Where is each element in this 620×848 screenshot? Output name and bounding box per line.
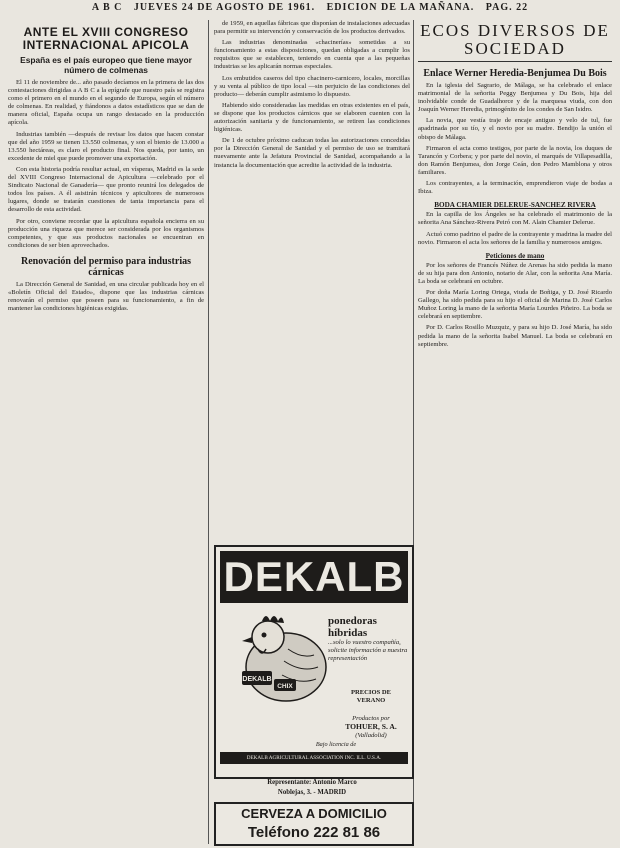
cerveza-title: CERVEZA A DOMICILIO [241,806,387,821]
dekalb-advertisement [214,545,414,779]
headline-peticiones: Peticiones de mano [485,251,545,260]
article-paragraph: De 1 de octubre próximo caducan todas las autorizaciones concedidas por la Dirección General de Sanidad y el permiso de uso se tramitará nuevamente ante la Jefatura Provincial de Sanidad, acompañando a la instancia la documentación que acredite la actividad de la industria. [214,137,410,169]
article-paragraph: El 11 de noviembre de... año pasado decíamos en la primera de las dos contestaciones dirigidas a A B C a la epígrafe que nuestro país se registra como el primero en el mundo en el segundo de Europa, según el número de colmenas. En realidad, y fiándonos a datos estadísticos que se dan de manera oficial, España ocupa un rango destacado en la producción apícola. [8,79,204,127]
article-paragraph: Por los señores de Francés Núñez de Arenas ha sido pedida la mano de su hija para don Antonio, notario de Alar, con la señorita Ana María. La boda se celebrará en octubre. [418,261,612,285]
header-page: PAG. 22 [485,2,529,13]
section-title-ecos: ECOS DIVERSOS DE SOCIEDAD [418,22,612,62]
cerveza-advertisement [214,802,414,846]
tagline-big: ponedoras híbridas [328,615,377,639]
hen-illustration [228,609,333,707]
headline-boda: BODA CHAMIER DELERUE-SANCHEZ RIVERA [434,201,596,210]
column-1 [8,20,204,846]
headline-enlace: Enlace Werner Heredia-Benjumea Du Bois [423,68,607,79]
article-paragraph: Los contrayentes, a la terminación, emprendieron viaje de bodas a Ibiza. [418,180,612,196]
article-paragraph: Con esta historia podría resultar actual, en vísperas, Madrid es la sede del XVIII Congreso Internacional de Apicultura —celebrado por el Sindicato Nacional de Ganadería— que pronto reunirá los delegados de todos los países. A él asistirán técnicos y apicultores de numerosos lugares, donde se tratarán cuestiones de tanta importancia para el desarrollo de esta actividad. [8,165,204,214]
article-paragraph: Actuó como padrino el padre de la contrayente y madrina la madre del novio. Firmaron el acta los señores de la familia y numerosos amigos. [418,230,612,246]
price-label: PRECIOS DE VERANO [350,689,392,704]
paper-name: A B C [91,2,123,13]
dekalb-logo: DEKALB [220,551,408,603]
dekalb-tagline [328,615,408,663]
article-paragraph: de 1959, en aquellas fábricas que disponían de instalaciones adecuadas para permitir su intervención y conservación de los productos derivados. [214,20,410,36]
producer-name: TOHUER, S. A. [345,722,397,731]
article-paragraph: Habiendo sido consideradas las medidas en otras existentes en el país, se dispone que los productos cárnicos que se elaboren cuenten con la autorización sanitaria y de funcionamiento, se retiren las condiciones higiénicas. [214,101,410,134]
producer-label: Productos por [352,715,390,722]
article-paragraph: Las industrias denominadas «chacinerías» sometidas a su funcionamiento a estas disposiciones, quedan obligadas a cumplir los requisitos que se establecen, teniendo en cuenta que a las pequeñas industrias se les aplicarán normas especiales. [214,39,410,71]
headline-congreso: ANTE EL XVIII CONGRESO INTERNACIONAL APICOLA [22,25,190,52]
subhead-colmenas: España es el país europeo que tiene mayor número de colmenas [20,55,192,75]
license-bar: DEKALB AGRICULTURAL ASSOCIATION INC. ILL. U.S.A. [220,752,408,764]
article-paragraph: En la iglesia del Sagrario, de Málaga, se ha celebrado el enlace matrimonial de la señorita Peggy Benjumea y Du Bois, hija del inolvidable conde de Guadalhorce y de la marquesa viuda, con don Joaquín Werner Heredia, primogénito de los condes de San Isidro. [418,82,612,114]
header-edition: EDICION DE LA MAÑANA. [326,2,475,13]
article-paragraph: Los embutidos caseros del tipo chacinero-carnicero, locales, morcillas y su venta al público de tipo local —sin perjuicio de las condiciones del producto— deberán cumplir asimismo lo dispuesto. [214,74,410,98]
page-header [0,2,620,18]
representative-line: Representante: Antonio Marco [267,779,357,786]
article-paragraph: Industrias también —después de revisar los datos que hacen constar que del año 1959 se tienen 13.550 colmenas, y son el bienio de 13.000 a 13.550 hectáreas, es claro el producto final. Nos queda, por tanto, un excedente de miel que puede promover una exportación. [8,130,204,162]
column-divider [208,20,209,844]
header-date: JUEVES 24 DE AGOSTO DE 1961. [133,2,316,13]
article-paragraph: Por otro, conviene recordar que la apicultura española encierra en su producción una riqueza que merece ser considerada por los organismos competentes, y que sus productos nacionales se encuentran en condiciones de ser bien aprovechados. [8,217,204,249]
column-3 [418,20,612,846]
article-paragraph: Por D. Carlos Rosillo Muzquiz, y para su hijo D. José María, ha sido pedida la mano de la señorita Isabel Manuel. La boda se celebrará en septiembre. [418,324,612,348]
representative-info [214,778,410,800]
cerveza-phone: Teléfono 222 81 86 [247,824,381,841]
article-paragraph: Firmaron el acta como testigos, por parte de la novia, los duques de Tarancón y Corbera; y por parte del novio, el marqués de Villapesadilla, don Ramón Benjumea, don Jorge Ceán, don Pedro Mamblona y otros familiares. [418,144,612,176]
article-paragraph: Por doña María Loring Ortega, viuda de Boñiga, y D. José Ricardo Gallego, ha sido pedida para su hijo el oficial de Marina D. José Carlos Muñoz Loring la mano de la señorita María Lourdes Piñeiro. La boda se celebrará en septiembre. [418,289,612,321]
headline-industrias-carnicas: Renovación del permiso para industrias cárnicas [20,255,191,278]
badge-dekalb: DEKALB [242,676,272,683]
badge-chix: CHIX [277,683,293,690]
column-2 [214,20,410,538]
article-paragraph: En la capilla de los Ángeles se ha celebrado el matrimonio de la señorita Ana Sánchez-Rivera Peiró con M. Alain Chamier Delerue. [418,211,612,227]
article-paragraph: La Dirección General de Sanidad, en una circular publicada hoy en el «Boletín Oficial del Estado», dispone que las industrias cárnicas renovarán el permiso que poseen para su funcionamiento, a fin de mantener las condiciones higiénicas exigidas. [8,280,204,313]
tagline-small: ...solo lo vuestro compañía, solicite información a nuestra representación [328,639,408,662]
producer-block [336,715,406,740]
producer-city: (Valladolid) [355,732,387,739]
representative-address: Noblejas, 3. - MADRID [277,789,347,796]
article-paragraph: La novia, que vestía traje de encaje antiguo y velo de tul, fue apadrinada por su tío, y el novio por su madre. Bendijo la unión el obispo de Málaga. [418,117,612,141]
license-label: Bajo licencia de [315,741,357,748]
